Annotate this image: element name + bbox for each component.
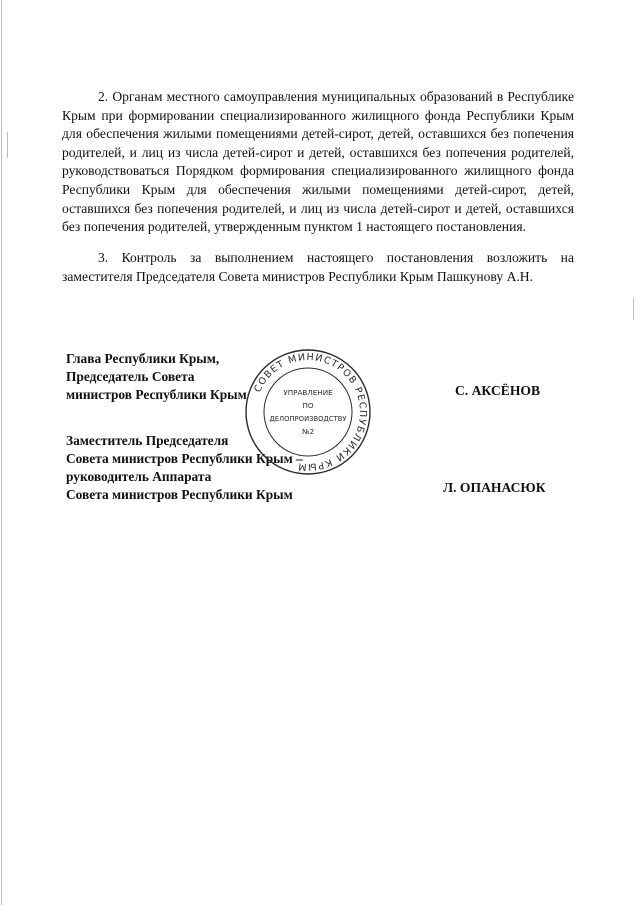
title-line: Председатель Совета	[66, 369, 195, 384]
stamp-ring-text: СОВЕТ МИНИСТРОВ РЕСПУБЛИКИ КРЫМ	[252, 351, 369, 473]
signatory-name-deputy: Л. ОПАНАСЮК	[443, 480, 546, 495]
title-line: Совета министров Республики Крым –	[66, 451, 303, 466]
scan-edge-mark	[7, 132, 8, 158]
stamp-center-line: №2	[301, 427, 315, 436]
stamp-center-line: ДЕЛОПРОИЗВОДСТВУ	[269, 415, 347, 423]
stamp-center-line: ПО	[302, 401, 314, 410]
stamp-center-line: УПРАВЛЕНИЕ	[283, 388, 333, 397]
scan-edge-mark	[633, 298, 634, 320]
title-line: Совета министров Республики Крым	[66, 487, 293, 502]
stamp-inner-ring	[264, 368, 352, 456]
signatory-name-head: С. АКСЁНОВ	[455, 383, 541, 398]
signatory-title-head	[66, 350, 247, 404]
title-line: Заместитель Председателя	[66, 433, 229, 448]
paragraph-3: 3. Контроль за выполнением настоящего постановления возложить на заместителя Председателя Совета министров Республики Крым Пашкунову А.Н.	[62, 250, 574, 284]
official-stamp	[243, 347, 373, 477]
scan-edge-mark	[1, 0, 2, 905]
stamp-outer-ring	[246, 350, 370, 474]
title-line: Глава Республики Крым,	[66, 351, 220, 366]
paragraph-2: 2. Органам местного самоуправления муниципальных образований в Республике Крым при формировании специализированного жилищного фонда Республики Крым для обеспечения жилыми помещениями детей-сирот, детей, оставшихся без попечения родителей, и лиц из числа детей-сирот и детей, оставшихся без попечения родителей, руководствоваться Порядком формирования специализированного жилищного фонда Республики Крым для обеспечения жилыми помещениями детей-сирот, детей, оставшихся без попечения родителей, и лиц из числа детей-сирот и детей, оставшихся без попечения родителей, утвержденным пунктом 1 настоящего постановления.	[62, 89, 574, 235]
title-line: руководитель Аппарата	[66, 469, 212, 484]
title-line: министров Республики Крым	[66, 387, 247, 402]
